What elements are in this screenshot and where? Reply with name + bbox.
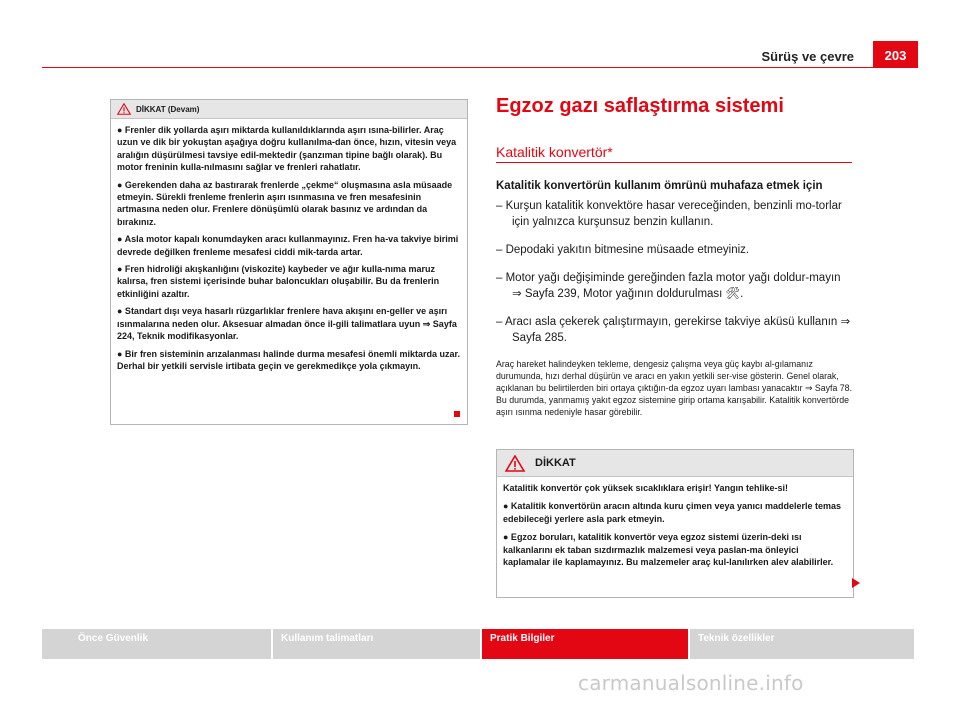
warning-item: ● Fren hidroliği akışkanlığını (viskozite) kaybeder ve ağır kulla-nıma maruz kalırsa, fren sistemi içerisinde buhar baloncukları oluşabilir. Bu da frenlerin etkinliğini azaltır. (117, 264, 440, 299)
tab-pratik-bilgiler[interactable]: Pratik Bilgiler (482, 629, 688, 659)
section-subtitle: Katalitik konvertör* (496, 144, 613, 160)
tab-teknik-ozellikler[interactable]: Teknik özellikler (690, 629, 914, 659)
section-title: Sürüş ve çevre (761, 49, 854, 64)
warning-triangle-icon (117, 103, 131, 115)
main-content (496, 95, 852, 418)
continue-arrow-icon (852, 578, 860, 588)
tab-once-guvenlik[interactable]: Önce Güvenlik (42, 629, 271, 659)
footer-nav (42, 629, 918, 659)
warning-title: DİKKAT (Devam) (136, 104, 200, 114)
page-number: 203 (873, 41, 918, 68)
warning-item: ● Standart dışı veya hasarlı rüzgarlıklar frenlere hava akışını en-geller ve aşırı ısınmalarına neden olur. Aksesuar almadan önce il-gili talimatlara uyun ⇒ Sayfa 224, Teknik modifikasyonlar. (117, 306, 457, 342)
body-paragraph: Araç hareket halindeyken tekleme, dengesiz çalışma veya güç kaybı al-gılamanız durumunda, hızı derhal düşürün ve aracı en yakın yetkili ser-vise gösterin. Genel olarak, açıklanan bu belirtilerden biri ortaya çıktığın-da egzoz uyarı lambası yanacaktır ⇒ Sayfa 78. Bu durumda, yanmamış yakıt egzoz sistemine girip ortama karışabilir. Katalitik konvertörde aşırı ısınma nedeniyle hasar görebilir. (496, 359, 853, 417)
warning-item: ● Gerekenden daha az bastırarak frenlerde „çekme“ oluşmasına asla müsaade etmeyin. Sürekli frenleme frenlerin aşırı ısınmasına ve fren mesafesinin artmasına neden olur. Frenlere dönüşümlü olarak basınız ve ardından da bırakınız. (117, 179, 453, 227)
danger-body (497, 477, 853, 568)
warning-triangle-icon (505, 455, 525, 472)
end-of-section-marker (454, 411, 460, 417)
instruction-item: – Aracı asla çekerek çalıştırmayın, gerekirse takviye aküsü kullanın ⇒ Sayfa 285. (496, 316, 851, 344)
danger-title: DİKKAT (535, 457, 576, 469)
warning-item: ● Bir fren sisteminin arızalanması halinde durma mesafesi önemli miktarda uzar. Derhal bir yetkili servisle irtibata geçin ve gerekmedikçe yola çıkmayın. (117, 348, 461, 371)
warning-item: ● Asla motor kapalı konumdayken aracı kullanmayınız. Fren ha-va takviye birimi devrede değilken frenleme mesafesi ciddi mik-tarda artar. (117, 234, 459, 257)
warning-header (111, 100, 467, 119)
danger-box (496, 449, 854, 598)
instruction-item: – Kurşun katalitik konvektöre hasar vereceğinden, benzinli mo-torlar için yalnızca kurşunsuz benzin kullanın. (496, 200, 842, 228)
watermark: carmanualsonline.info (578, 671, 804, 695)
instruction-item: – Motor yağı değişiminde gereğinden fazla motor yağı doldur-mayın ⇒ Sayfa 239, Motor yağının doldurulması 🛠. (496, 272, 841, 300)
danger-item: ● Egzoz boruları, katalitik konvertör veya egzoz sistemi üzerin-deki ısı kalkanlarını ek taban sızdırmazlık malzemesi veya paslan-ma önleyici kaplamalar ile kaplamayınız. Bu malzemeler araç kul-lanılırken alev alabilirler. (503, 532, 834, 568)
warning-item: ● Frenler dik yollarda aşırı miktarda kullanıldıklarında aşırı ısına-bilirler. Araç uzun ve dik bir yokuştan aşağıya doğru kullanılma-dan önce, hızın, vitesin veya aralığın düşürülmesi tavsiye edil-mektedir (şanzıman tipine bağlı olarak). Bu motor freninin kulla-nılmasını sağlar ve frenleri rahatlatır. (117, 125, 457, 173)
header-divider (42, 67, 918, 68)
warning-continued-box (110, 99, 468, 425)
subheading: Katalitik konvertörün kullanım ömrünü muhafaza etmek için (496, 180, 823, 192)
danger-header (497, 450, 853, 477)
danger-item: Katalitik konvertör çok yüksek sıcaklıklara erişir! Yangın tehlike-si! (503, 483, 788, 493)
instruction-item: – Depodaki yakıtın bitmesine müsaade etmeyiniz. (496, 244, 750, 256)
tab-kullanim-talimatlari[interactable]: Kullanım talimatları (273, 629, 480, 659)
subtitle-divider (496, 162, 852, 163)
chapter-title: Egzoz gazı saflaştırma sistemi (496, 95, 784, 117)
danger-item: ● Katalitik konvertörün aracın altında kuru çimen veya yanıcı maddelerle temas edebileceği yerlere asla park etmeyin. (503, 501, 842, 524)
warning-body (111, 119, 467, 372)
